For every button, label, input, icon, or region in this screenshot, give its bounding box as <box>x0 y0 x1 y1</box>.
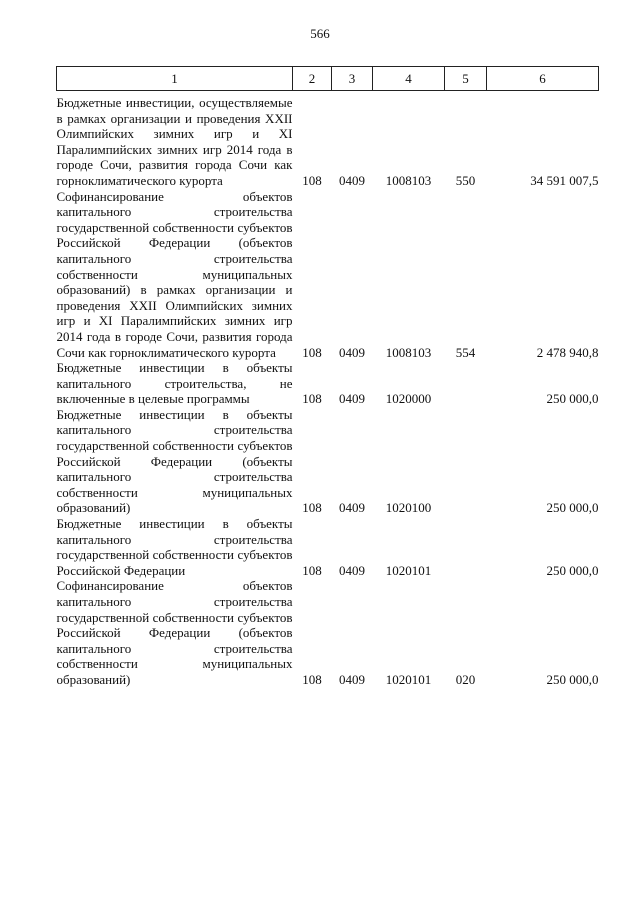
row-code-4: 1008103 <box>385 344 432 360</box>
column-header-1: 1 <box>57 67 293 91</box>
row-code-3: 0409 <box>339 500 365 516</box>
row-amount: 2 478 940,8 <box>536 344 599 360</box>
row-code-2: 108 <box>302 562 322 578</box>
column-header-2: 2 <box>293 67 332 91</box>
row-code-5 <box>445 407 487 516</box>
row-code-3: 0409 <box>339 671 365 687</box>
table-header-row <box>57 67 599 91</box>
row-description: Софинансирование объектов капитального строительства государственной собственности субъектов Российской Федерации (объектов капитального строительства собственности муниципальных образований) <box>56 578 293 687</box>
table-row <box>57 91 599 189</box>
row-code-4: 1008103 <box>385 172 432 188</box>
table-row <box>57 189 599 361</box>
column-header-5: 5 <box>445 67 487 91</box>
row-code-4: 1020000 <box>385 391 432 407</box>
row-description: Бюджетные инвестиции в объекты капитального строительства государственной собственности субъектов Российской Федерации (объекты капитального строительства собственности муниципальных образований) <box>56 406 293 516</box>
row-code-5: 020 <box>455 671 476 687</box>
row-description: Бюджетные инвестиции в объекты капитального строительства государственной собственности субъектов Российской Федерации <box>56 516 293 578</box>
row-code-5: 550 <box>455 172 476 188</box>
row-code-3: 0409 <box>339 391 365 407</box>
row-code-2: 108 <box>302 671 322 687</box>
row-amount: 250 000,0 <box>546 391 599 407</box>
row-code-3: 0409 <box>339 344 365 360</box>
column-header-6: 6 <box>487 67 599 91</box>
table-body <box>57 91 599 688</box>
row-description: Софинансирование объектов капитального строительства государственной собственности субъектов Российской Федерации (объектов капитального строительства собственности муниципальных образований) в рамках организации и проведения XXII Олимпийских зимних игр и XI Паралимпийских зимних игр 2014 года в городе Сочи, развития города Сочи как горноклиматического курорта <box>56 188 293 360</box>
row-description: Бюджетные инвестиции, осуществляемые в рамках организации и проведения XXII Олимпийских зимних игр и XI Паралимпийских зимних игр 2014 года в городе Сочи, развития города Сочи как горноклиматического курорта <box>56 95 293 188</box>
row-code-2: 108 <box>302 172 322 188</box>
row-description: Бюджетные инвестиции в объекты капитального строительства, не включенные в целевые программы <box>56 360 293 407</box>
row-amount: 250 000,0 <box>546 562 599 578</box>
row-code-5: 554 <box>455 344 476 360</box>
column-header-4: 4 <box>373 67 445 91</box>
table-row <box>57 407 599 516</box>
table-row <box>57 578 599 687</box>
page-number: 566 <box>310 26 330 41</box>
table-row <box>57 516 599 578</box>
table-row <box>57 360 599 407</box>
row-code-4: 1020101 <box>385 562 432 578</box>
row-code-3: 0409 <box>339 562 365 578</box>
row-code-4: 1020100 <box>385 500 432 516</box>
row-amount: 250 000,0 <box>546 500 599 516</box>
row-code-2: 108 <box>302 500 322 516</box>
row-code-3: 0409 <box>339 172 365 188</box>
row-amount: 34 591 007,5 <box>530 172 599 188</box>
row-code-2: 108 <box>302 344 322 360</box>
row-amount: 250 000,0 <box>546 671 599 687</box>
row-code-5 <box>445 516 487 578</box>
row-code-4: 1020101 <box>385 671 432 687</box>
budget-table <box>56 66 599 688</box>
row-code-2: 108 <box>302 391 322 407</box>
row-code-5 <box>445 360 487 407</box>
column-header-3: 3 <box>332 67 373 91</box>
